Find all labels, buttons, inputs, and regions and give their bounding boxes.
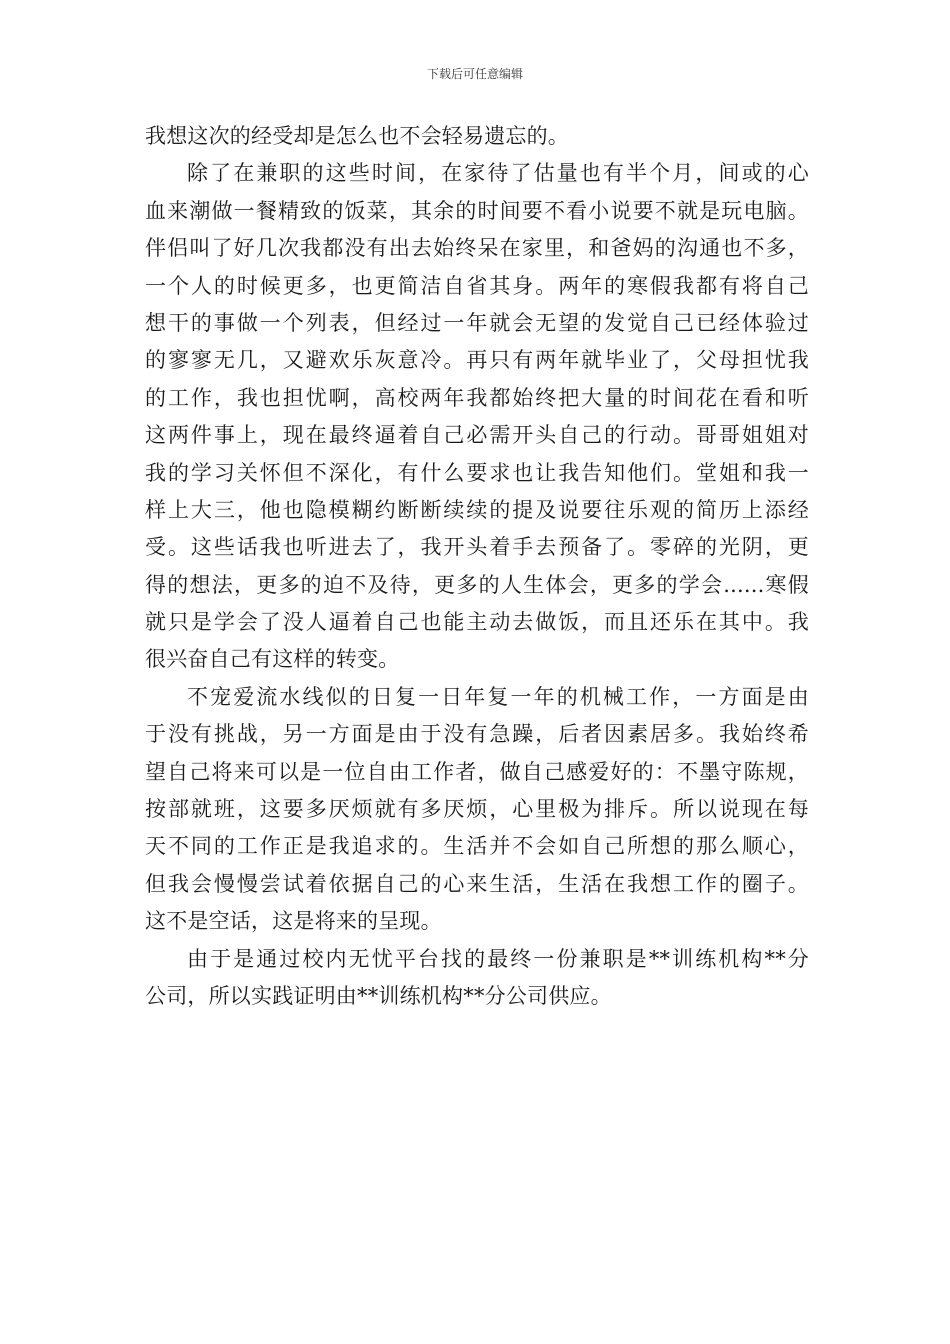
text-line: 除了在兼职的这些时间，在家待了估量也有半个月，间或的心	[187, 161, 809, 186]
paragraph	[145, 941, 809, 1016]
text-line: 公司，所以实践证明由**训练机构**分公司供应。	[145, 983, 612, 1008]
text-line: 伴侣叫了好几次我都没有出去始终呆在家里，和爸妈的沟通也不多，	[145, 236, 809, 261]
text-line: 想干的事做一个列表，但经过一年就会无望的发觉自己已经体验过	[145, 310, 809, 335]
paragraph	[145, 679, 809, 941]
paragraph	[145, 155, 809, 678]
text-line: 由于是通过校内无忧平台找的最终一份兼职是**训练机构**分	[187, 946, 809, 971]
text-line: 的寥寥无几，又避欢乐灰意冷。再只有两年就毕业了，父母担忧我	[145, 348, 809, 373]
page-header: 下载后可任意编辑	[426, 67, 523, 81]
text-line: 但我会慢慢尝试着依据自己的心来生活，生活在我想工作的圈子。	[145, 871, 809, 896]
text-line: 我的学习关怀但不深化，有什么要求也让我告知他们。堂姐和我一	[145, 460, 809, 485]
document-body	[145, 118, 809, 1015]
text-line: 我想这次的经受却是怎么也不会轻易遗忘的。	[145, 124, 569, 148]
text-line: 样上大三，他也隐模糊约断断续续的提及说要往乐观的简历上添经	[145, 497, 809, 522]
paragraph	[145, 118, 809, 155]
text-line: 按部就班，这要多厌烦就有多厌烦，心里极为排斥。所以说现在每	[145, 797, 809, 822]
text-line: 很兴奋自己有这样的转变。	[145, 647, 400, 672]
text-line: 这两件事上，现在最终逼着自己必需开头自己的行动。哥哥姐姐对	[145, 423, 809, 448]
text-line: 不宠爱流水线似的日复一日年复一年的机械工作，一方面是由	[187, 684, 809, 709]
text-line: 天不同的工作正是我追求的。生活并不会如自己所想的那么顺心，	[145, 834, 809, 859]
text-line: 一个人的时候更多，也更简洁自省其身。两年的寒假我都有将自己	[145, 273, 809, 298]
text-line: 得的想法，更多的迫不及待，更多的人生体会，更多的学会......寒假	[145, 572, 809, 597]
text-line: 受。这些话我也听进去了，我开头着手去预备了。零碎的光阴，更	[145, 535, 809, 560]
text-line: 这不是空话，这是将来的呈现。	[145, 909, 442, 934]
text-line: 血来潮做一餐精致的饭菜，其余的时间要不看小说要不就是玩电脑。	[145, 198, 809, 223]
text-line: 的工作，我也担忧啊，高校两年我都始终把大量的时间花在看和听	[145, 385, 809, 410]
text-line: 望自己将来可以是一位自由工作者，做自己感爱好的：不墨守陈规，	[145, 759, 809, 784]
text-line: 于没有挑战，另一方面是由于没有急躁，后者因素居多。我始终希	[145, 722, 809, 747]
text-line: 就只是学会了没人逼着自己也能主动去做饭，而且还乐在其中。我	[145, 610, 809, 635]
